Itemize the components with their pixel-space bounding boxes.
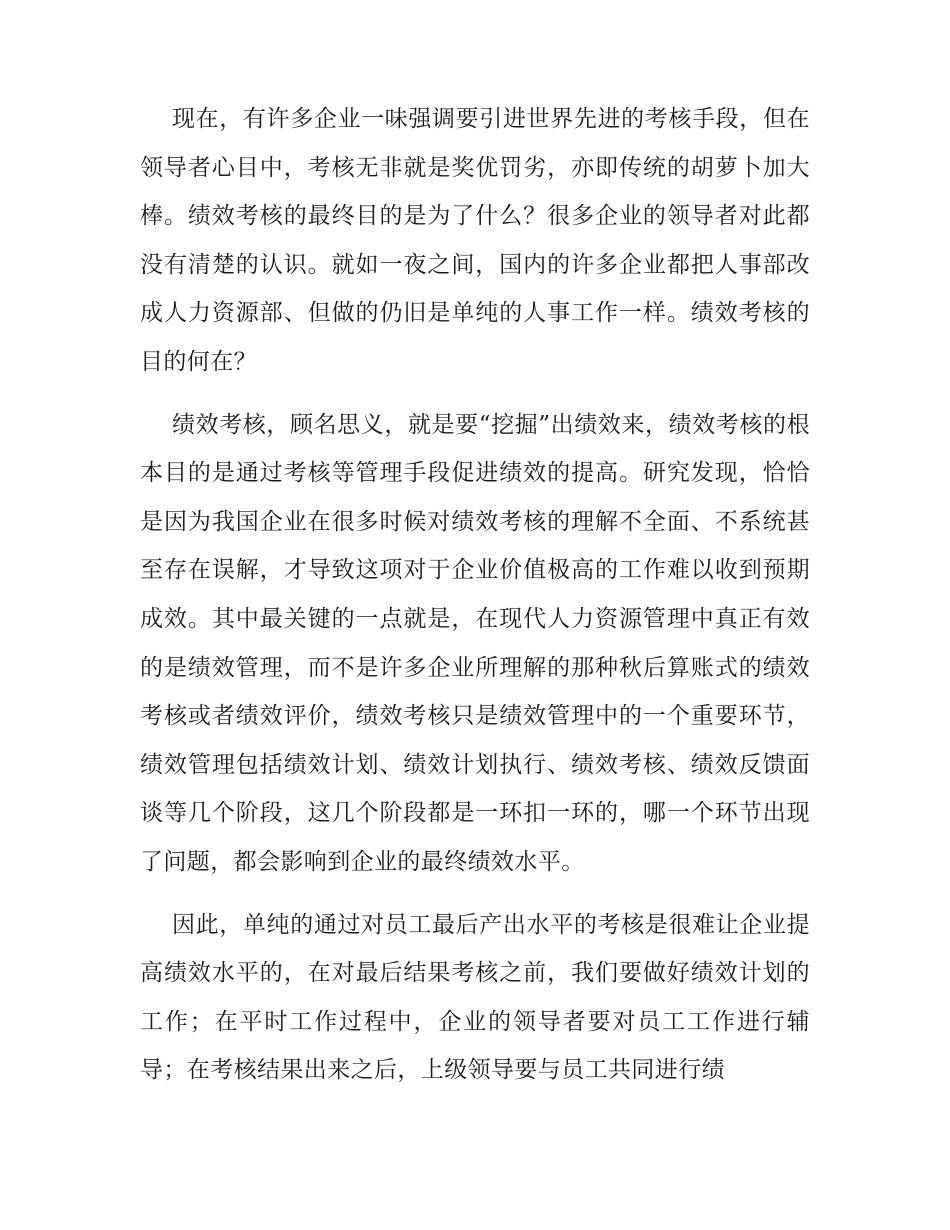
paragraph-2: 绩效考核，顾名思义，就是要“挖掘”出绩效来，绩效考核的根本目的是通过考核等管理手段促进绩效的提高。研究发现，恰恰是因为我国企业在很多时候对绩效考核的理解不全面、不系统甚至存在误解，才导致这项对于企业价值极高的工作难以收到预期成效。其中最关键的一点就是，在现代人力资源管理中真正有效的是绩效管理，而不是许多企业所理解的那种秋后算账式的绩效考核或者绩效评价，绩效考核只是绩效管理中的一个重要环节，绩效管理包括绩效计划、绩效计划执行、绩效考核、绩效反馈面谈等几个阶段，这几个阶段都是一环扣一环的，哪一个环节出现了问题，都会影响到企业的最终绩效水平。 (140, 411, 810, 875)
document-page (140, 95, 810, 1109)
paragraph-3: 因此，单纯的通过对员工最后产出水平的考核是很难让企业提高绩效水平的，在对最后结果考核之前，我们要做好绩效计划的工作；在平时工作过程中，企业的领导者要对员工工作进行辅导；在考核结果出来之后，上级领导要与员工共同进行绩 (140, 911, 810, 1084)
paragraph-1: 现在，有许多企业一味强调要引进世界先进的考核手段，但在领导者心目中，考核无非就是奖优罚劣，亦即传统的胡萝卜加大棒。绩效考核的最终目的是为了什么？很多企业的领导者对此都没有清楚的认识。就如一夜之间，国内的许多企业都把人事部改成人力资源部、但做的仍旧是单纯的人事工作一样。绩效考核的目的何在？ (140, 106, 810, 375)
